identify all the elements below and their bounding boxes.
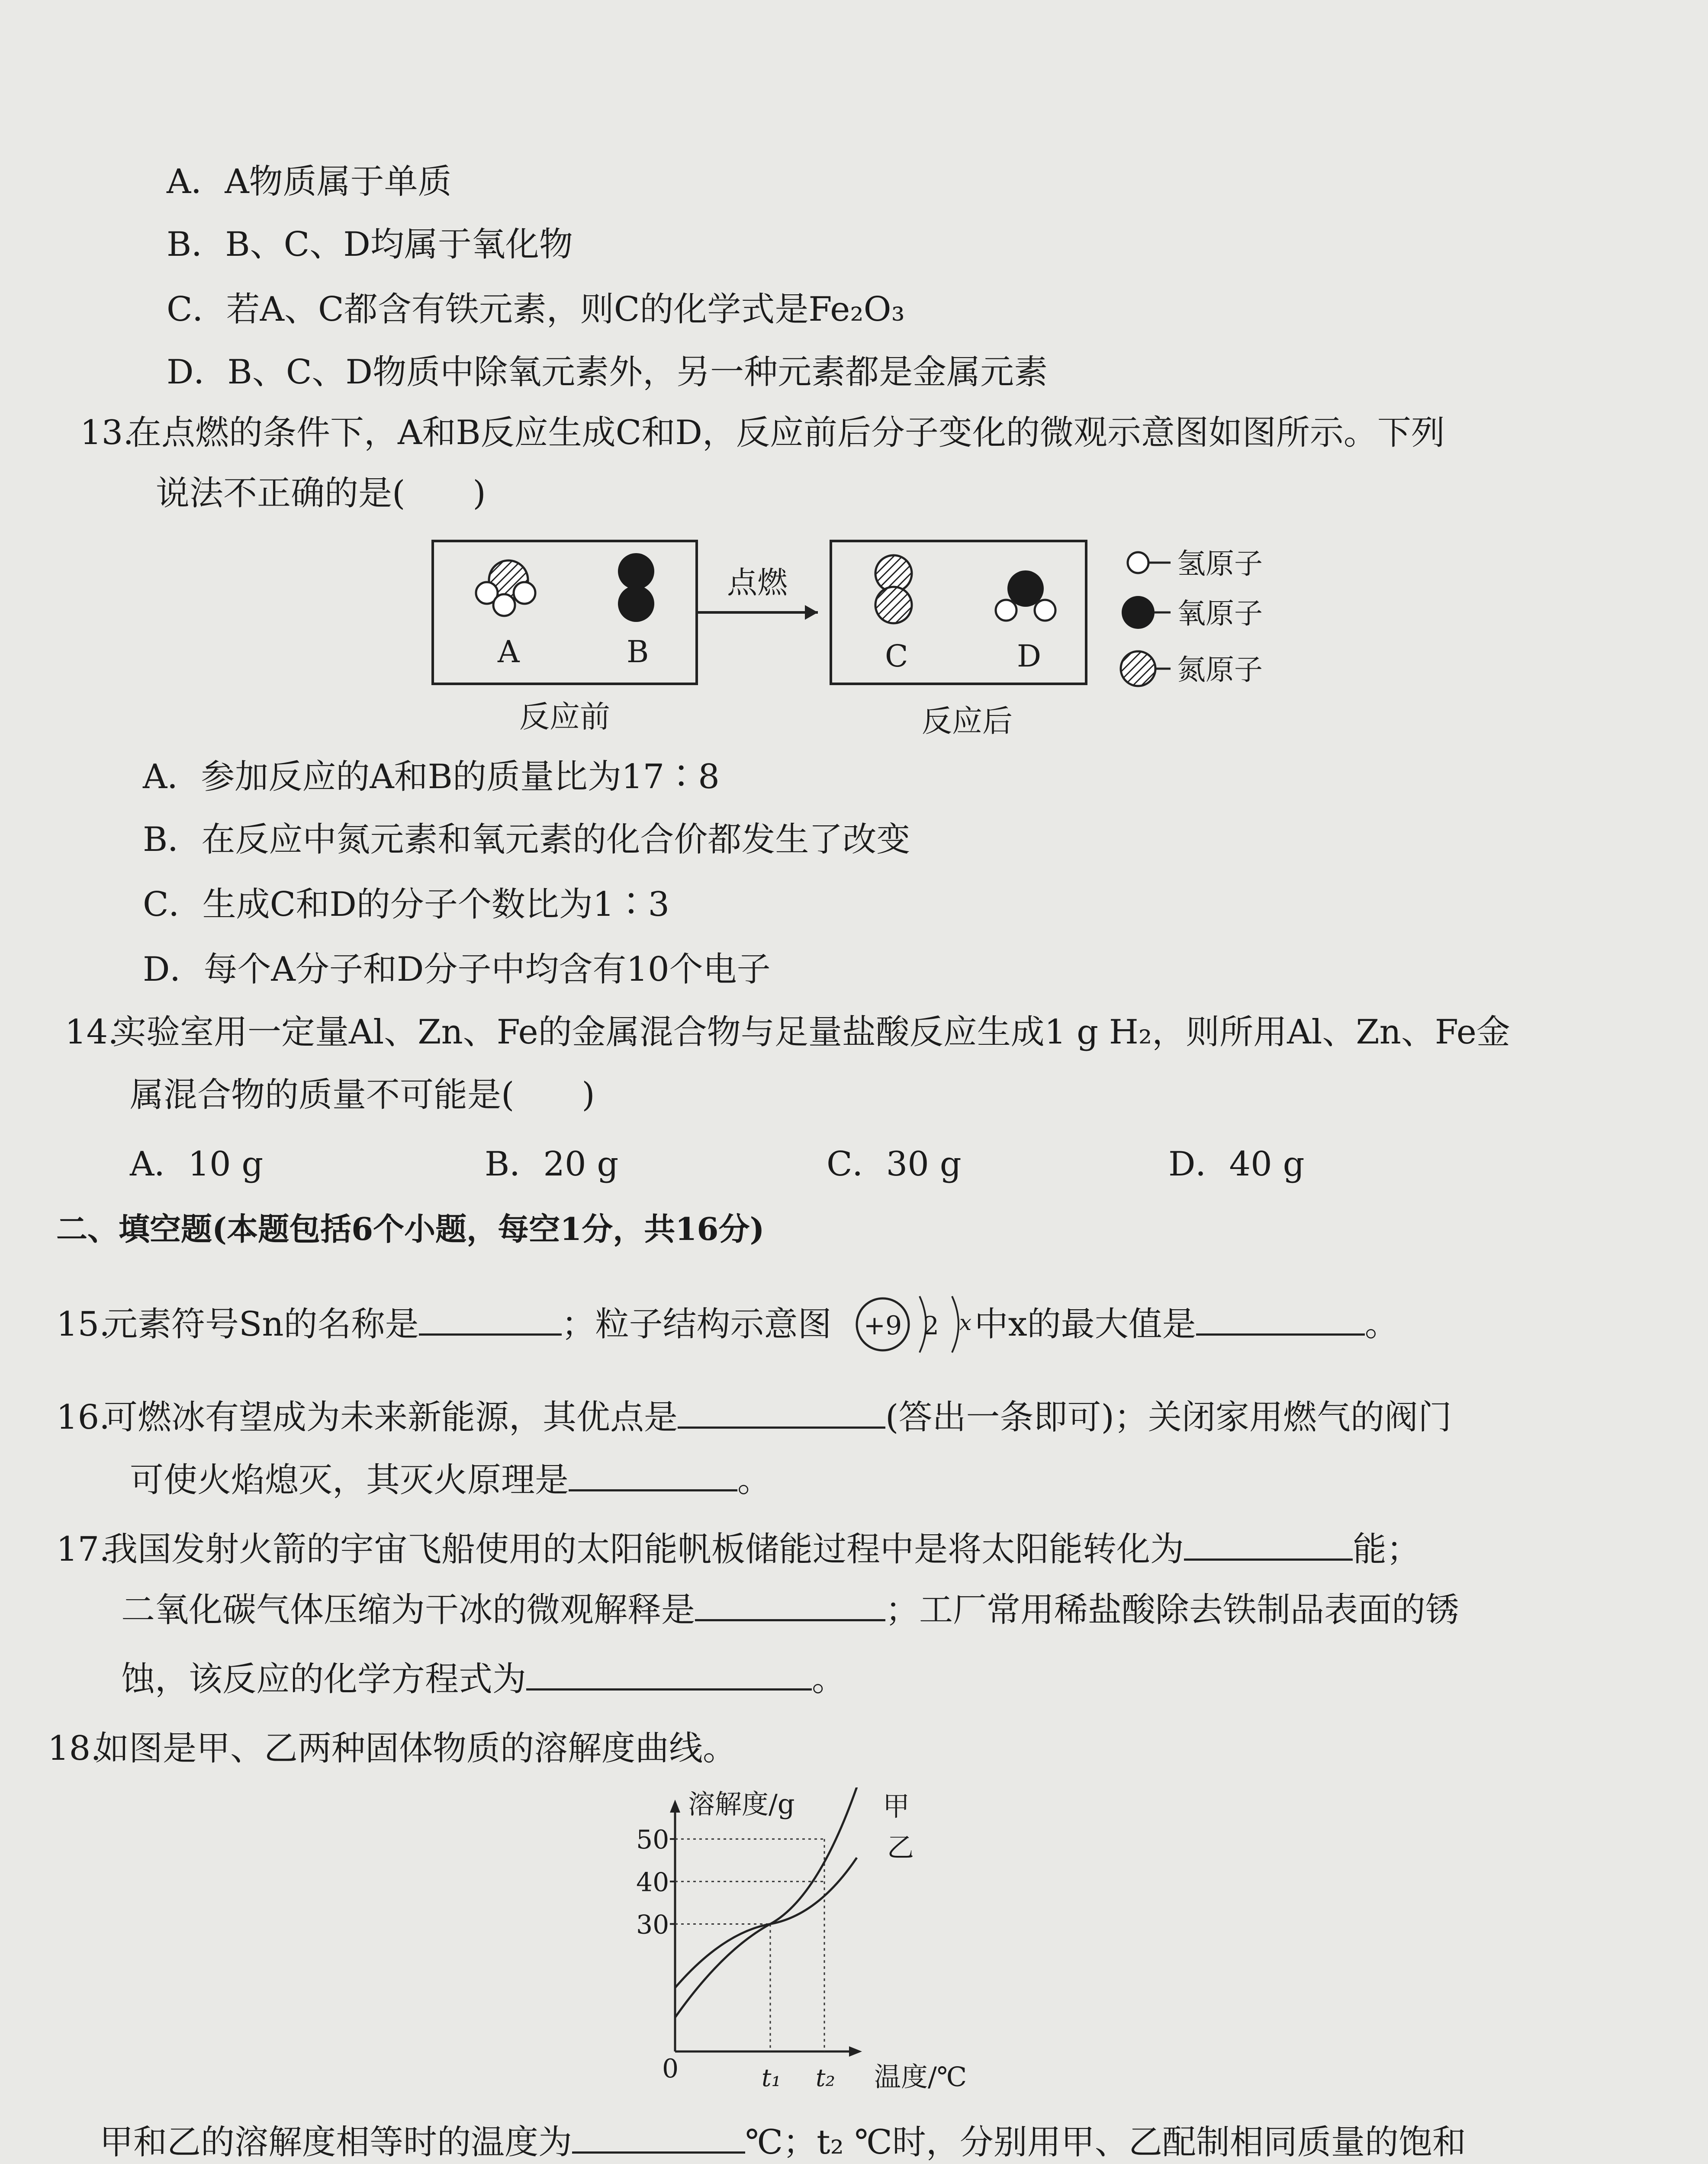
q18-stem-text: 如图是甲、乙两种固体物质的溶解度曲线。: [95, 1729, 737, 1768]
q14-stem-line2: 属混合物的质量不可能是( ): [130, 1076, 595, 1114]
series-label: 乙: [887, 1832, 914, 1863]
q13-stem-text: 在点燃的条件下，A和B反应生成C和D，反应前后分子变化的微观示意图如图所示。下列: [128, 413, 1445, 452]
hydrogen-atom: [1035, 600, 1055, 621]
q12-option-b: B．B、C、D均属于氧化物: [167, 225, 573, 264]
legend-nitrogen: 氮原子: [1177, 653, 1263, 686]
q13-molecule-diagram: [428, 532, 1303, 749]
q15-text-3: 中x的最大值是: [974, 1305, 1196, 1344]
q16-text-2: (答出一条即可)；关闭家用燃气的阀门: [885, 1398, 1452, 1437]
q18-number: 18.: [48, 1729, 102, 1768]
q12-option-a: A．A物质属于单质: [167, 162, 452, 201]
section-2-heading: 二、填空题(本题包括6个小题，每空1分，共16分): [56, 1211, 765, 1247]
q17-line1: [56, 1528, 1420, 1571]
q16-line2: [130, 1459, 771, 1502]
q17-line3: [121, 1658, 846, 1701]
series-line-yi: [675, 1858, 857, 1987]
q15-line: [56, 1303, 1399, 1346]
after-label: 反应后: [922, 703, 1013, 739]
q14-stem-line1: [65, 1011, 1510, 1054]
q13-stem-line2: 说法不正确的是( ): [156, 474, 486, 513]
molecule-c-label: C: [885, 638, 908, 674]
q18-line1: [100, 2121, 1466, 2164]
legend-hydrogen: 氢原子: [1177, 547, 1263, 580]
legend-nitrogen-icon: [1121, 651, 1155, 686]
hydrogen-atom: [514, 582, 535, 604]
q15-number: 15.: [56, 1305, 110, 1344]
q17-line2: [121, 1588, 1459, 1632]
q13-option-a: A．参加反应的A和B的质量比为17∶8: [143, 757, 720, 796]
series-line-jia: [675, 1787, 857, 2017]
q17-text-4: ；工厂常用稀盐酸除去铁制品表面的锈: [885, 1591, 1460, 1629]
q17-text-2: 能；: [1353, 1530, 1421, 1569]
molecule-a-label: A: [498, 634, 520, 670]
q12-option-d: D．B、C、D物质中除氧元素外，另一种元素都是金属元素: [167, 353, 1048, 392]
q14-option-b: B．20 g: [485, 1145, 619, 1184]
oxygen-atom: [618, 553, 654, 589]
y-tick-label: 30: [636, 1910, 669, 1940]
q15-text-1: 元素符号Sn的名称是: [104, 1305, 419, 1344]
q14-option-d: D．40 g: [1168, 1145, 1305, 1184]
legend-hydrogen-icon: [1128, 552, 1148, 573]
y-tick-label: 50: [636, 1825, 669, 1855]
legend-oxygen-icon: [1122, 596, 1155, 629]
q12-option-c: C．若A、C都含有铁元素，则C的化学式是Fe₂O₃: [167, 290, 905, 329]
particle-structure-diagram: [850, 1288, 993, 1361]
legend-oxygen: 氧原子: [1177, 597, 1263, 630]
q14-stem-text: 实验室用一定量Al、Zn、Fe的金属混合物与足量盐酸反应生成1 g H₂，则所用Al、Zn、Fe金: [113, 1013, 1510, 1052]
q18-blank-1[interactable]: [572, 2121, 745, 2154]
oxygen-atom: [618, 586, 654, 622]
q16-text-1: 可燃冰有望成为未来新能源，其优点是: [104, 1398, 678, 1437]
q17-blank-2[interactable]: [695, 1589, 885, 1621]
q13-option-d: D．每个A分子和D分子中均含有10个电子: [143, 950, 771, 989]
nitrogen-atom: [875, 587, 912, 623]
q14-number: 14.: [65, 1013, 119, 1052]
solubility-chart: [589, 1787, 1000, 2103]
shell-2-count: x: [959, 1310, 972, 1335]
chart-xlabel: 温度/℃: [874, 2061, 967, 2093]
q13-stem-line1: [80, 411, 1445, 454]
q15-text-2: ；粒子结构示意图: [561, 1305, 832, 1344]
shell-1-count: 2: [923, 1311, 939, 1340]
q17-number: 17.: [56, 1530, 110, 1569]
q18-text-2: ℃；t₂ ℃时，分别用甲、乙配制相同质量的饱和: [745, 2123, 1466, 2162]
q17-blank-3[interactable]: [526, 1658, 812, 1691]
q18-text-1: 甲和乙的溶解度相等时的温度为: [100, 2123, 573, 2162]
q16-line1: [56, 1396, 1452, 1439]
q16-number: 16.: [56, 1398, 110, 1437]
chart-origin-label: 0: [662, 2054, 679, 2084]
q16-text-3: 可使火焰熄灭，其灭火原理是: [130, 1461, 569, 1500]
before-box: [433, 541, 697, 684]
hydrogen-atom: [493, 594, 515, 616]
q16-blank-1[interactable]: [678, 1396, 885, 1429]
q13-option-c: C．生成C和D的分子个数比为1∶3: [143, 885, 670, 924]
q14-option-c: C．30 g: [827, 1145, 962, 1184]
molecule-d-label: D: [1017, 638, 1042, 674]
q14-option-a: A．10 g: [130, 1145, 264, 1184]
q15-blank-2[interactable]: [1196, 1303, 1365, 1336]
series-label: 甲: [883, 1790, 910, 1822]
q17-end: 。: [812, 1660, 846, 1699]
y-tick-label: 40: [636, 1867, 669, 1898]
hydrogen-atom: [996, 600, 1016, 621]
nucleus-charge: +9: [863, 1311, 902, 1341]
molecule-b-label: B: [627, 634, 649, 670]
q17-blank-1[interactable]: [1184, 1528, 1353, 1561]
q13-option-b: B．在反应中氮元素和氧元素的化合价都发生了改变: [143, 820, 910, 859]
before-label: 反应前: [519, 699, 610, 734]
q18-stem: [48, 1727, 737, 1770]
q16-blank-2[interactable]: [569, 1459, 737, 1491]
q16-end: 。: [737, 1461, 772, 1500]
q13-number: 13.: [80, 413, 134, 452]
x-tick-label: t₂: [816, 2064, 835, 2092]
arrow-label: 点燃: [727, 565, 788, 600]
q17-text-3: 二氧化碳气体压缩为干冰的微观解释是: [121, 1591, 695, 1629]
q17-text-5: 蚀，该反应的化学方程式为: [121, 1660, 527, 1699]
q15-blank-1[interactable]: [419, 1303, 562, 1336]
q15-end: 。: [1364, 1305, 1399, 1344]
q17-text-1: 我国发射火箭的宇宙飞船使用的太阳能帆板储能过程中是将太阳能转化为: [104, 1530, 1184, 1569]
chart-ylabel: 溶解度/g: [688, 1788, 795, 1820]
x-tick-label: t₁: [762, 2064, 781, 2092]
